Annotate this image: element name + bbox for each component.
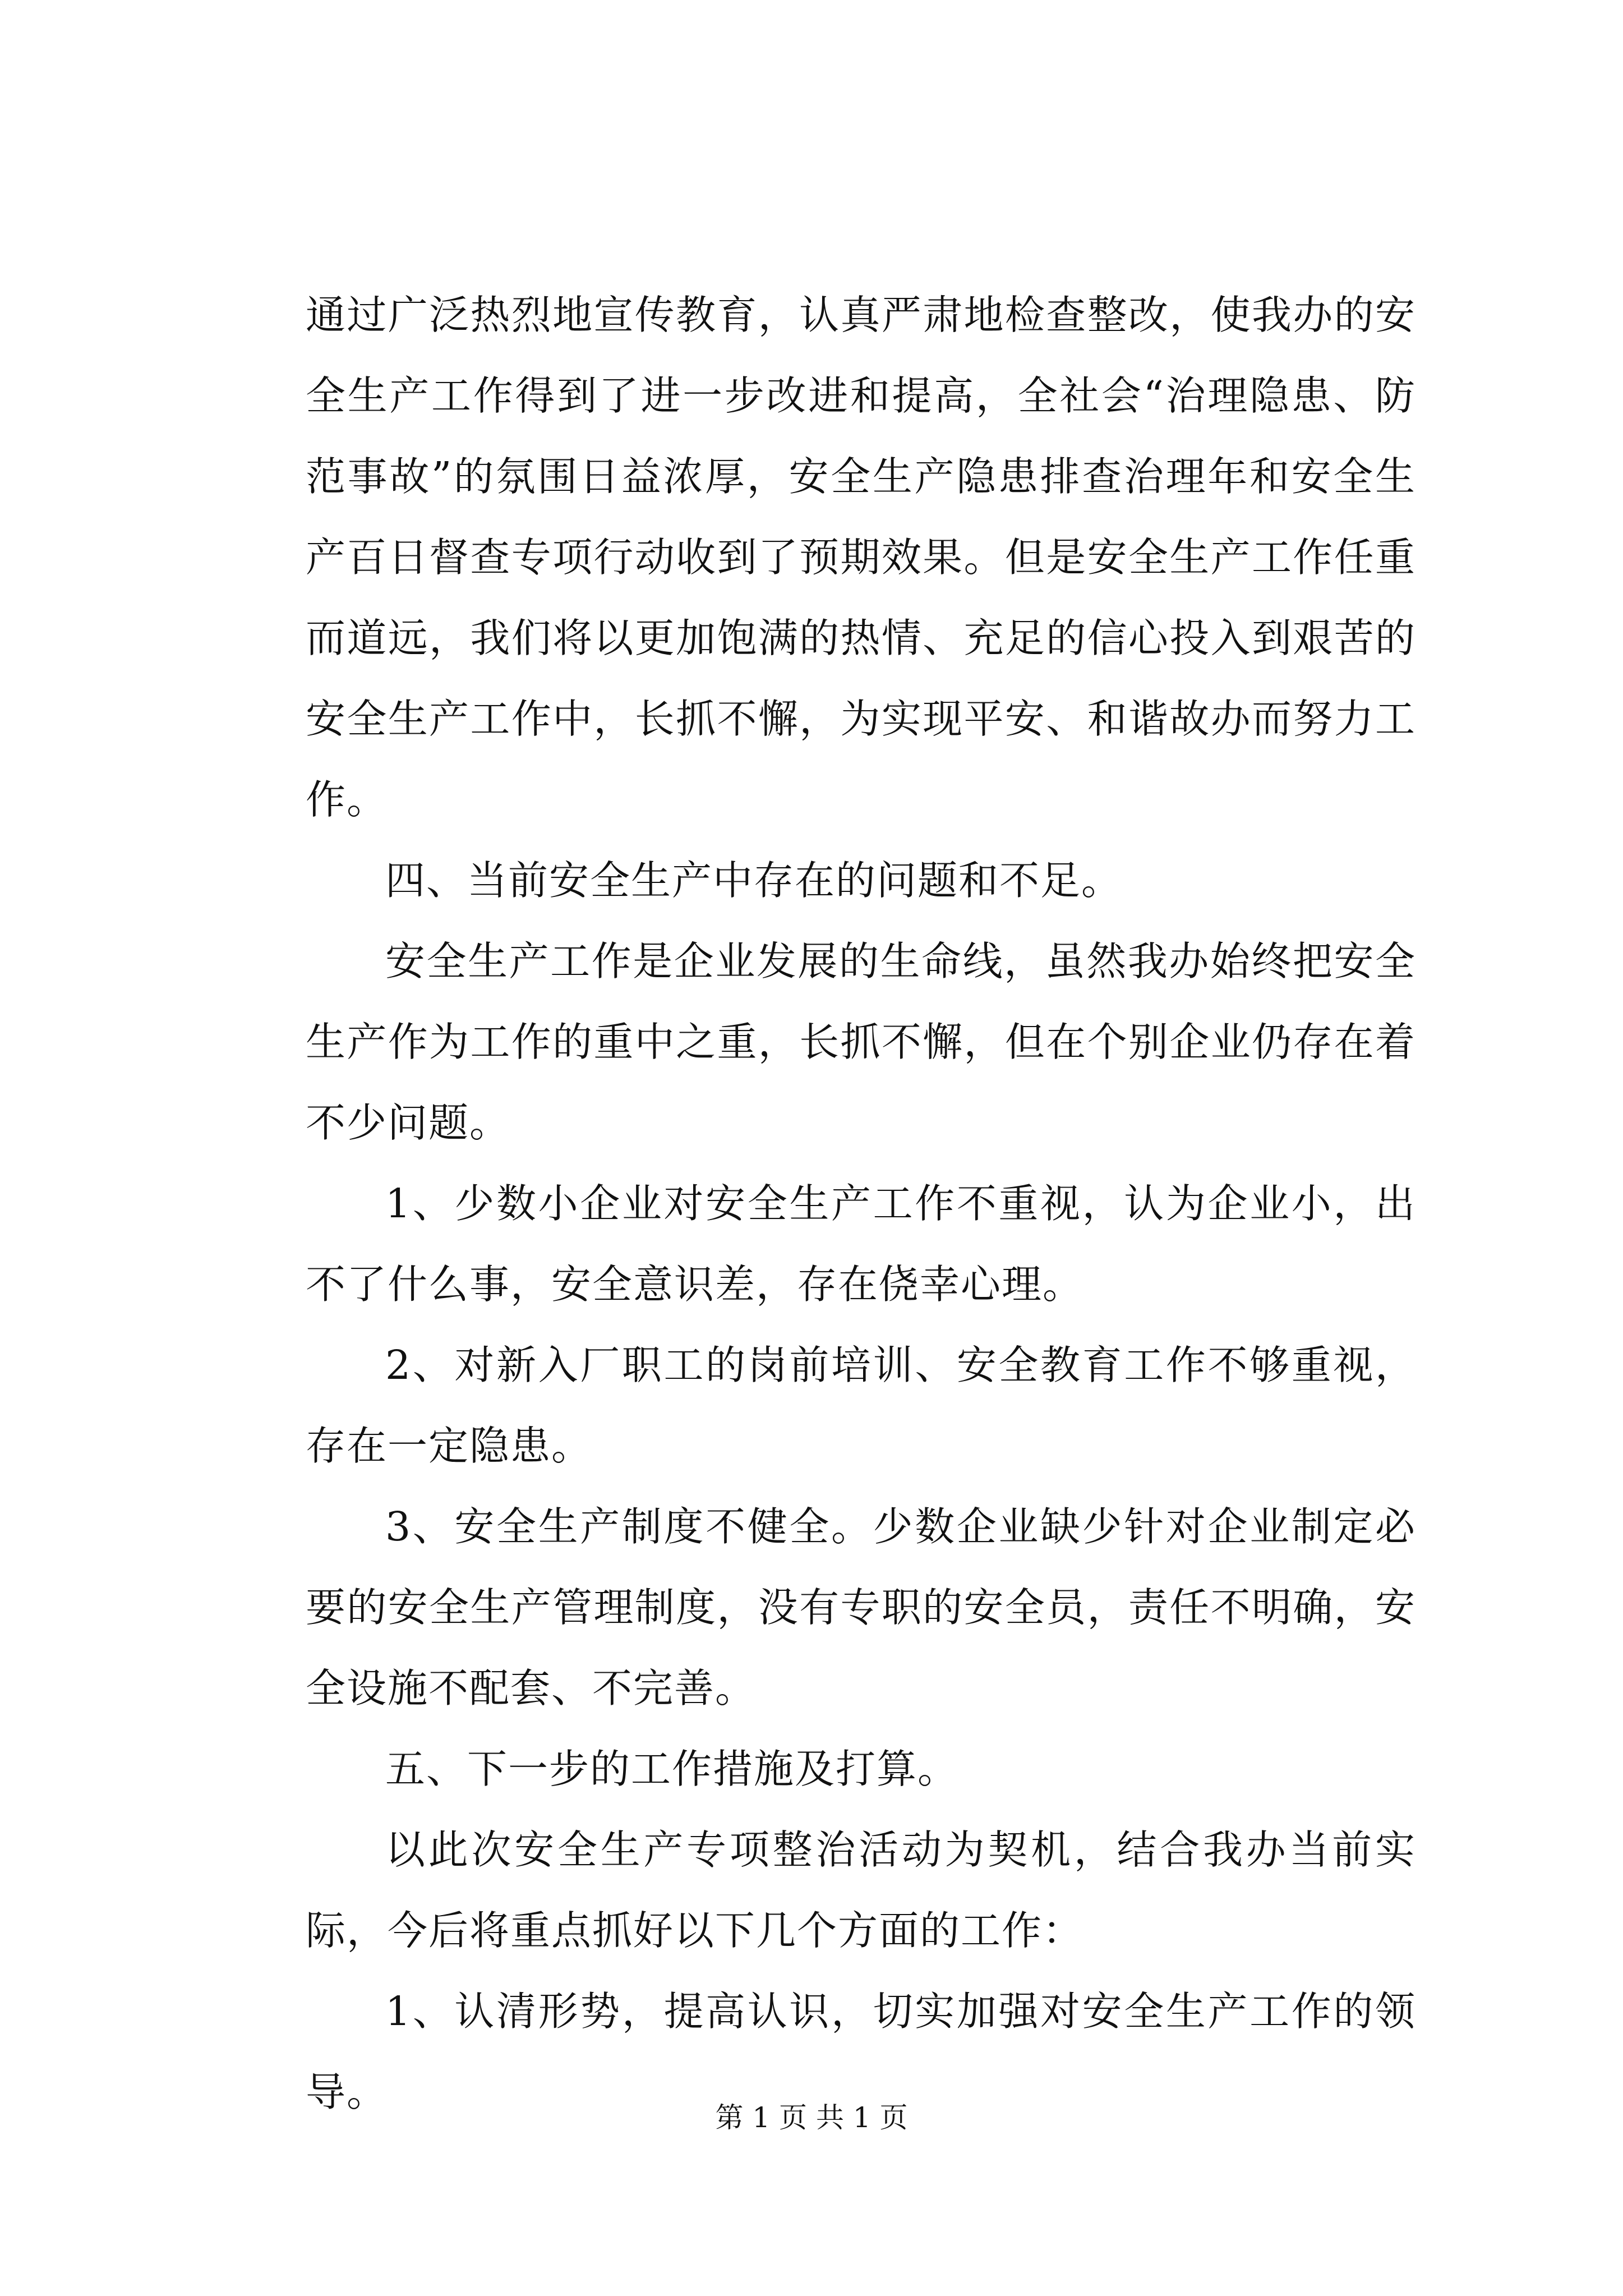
paragraph-problems-intro: 安全生产工作是企业发展的生命线，虽然我办始终把安全生产作为工作的重中之重，长抓不懈，但在个别企业仍存在着不少问题。 xyxy=(306,938,1416,1146)
section-heading-4: 四、当前安全生产中存在的问题和不足。 xyxy=(385,857,1123,904)
section-heading-5: 五、下一步的工作措施及打算。 xyxy=(385,1746,959,1792)
problem-item-3: 3、安全生产制度不健全。少数企业缺少针对企业制定必要的安全生产管理制度，没有专职的安全员，责任不明确，安全设施不配套、不完善。 xyxy=(306,1503,1416,1711)
paragraph-plan-intro: 以此次安全生产专项整治活动为契机，结合我办当前实际，今后将重点抓好以下几个方面的工作： xyxy=(306,1826,1416,1954)
page-footer xyxy=(0,2101,1623,2134)
paragraph-summary: 通过广泛热烈地宣传教育，认真严肃地检查整改，使我办的安全生产工作得到了进一步改进和提高，全社会“治理隐患、防范事故”的氛围日益浓厚，安全生产隐患排查治理年和安全生产百日督查专项行动收到了预期效果。但是安全生产工作任重而道远，我们将以更加饱满的热情、充足的信心投入到艰苦的安全生产工作中，长抓不懈，为实现平安、和谐故办而努力工作。 xyxy=(306,292,1416,823)
page-number-label: 第 1 页 共 1 页 xyxy=(715,2101,908,2134)
problem-item-2: 2、对新入厂职工的岗前培训、安全教育工作不够重视，存在一定隐患。 xyxy=(306,1342,1416,1469)
measure-item-1: 1、认清形势，提高认识，切实加强对安全生产工作的领导。 xyxy=(306,1988,1416,2115)
problem-item-1: 1、少数小企业对安全生产工作不重视，认为企业小，出不了什么事，安全意识差，存在侥幸心理。 xyxy=(306,1180,1416,1308)
document-body xyxy=(306,275,1416,2133)
